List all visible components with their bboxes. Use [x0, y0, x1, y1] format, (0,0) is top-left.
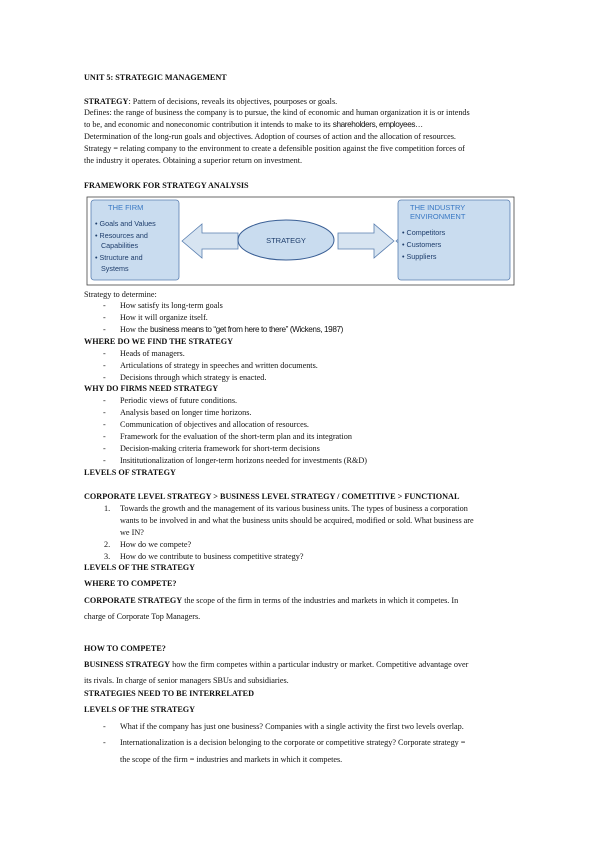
why-item: Framework for the evaluation of the short-term plan and its integration	[120, 432, 352, 441]
determine-item-3-text: How the	[120, 325, 151, 334]
bullet-dash: -	[103, 313, 106, 322]
business-strategy-line-1	[84, 659, 468, 670]
firm-item: Capabilities	[95, 241, 139, 250]
strategy-eq-line-2: the industry it operates. Obtaining a superior return on investment.	[84, 156, 303, 165]
industry-item: • Competitors	[402, 228, 446, 237]
defines-line-2-text: to be, and economic and noneconomic contribution it intends to make to its	[84, 120, 333, 129]
defines-line-2	[84, 119, 423, 130]
defines-line-1: Defines: the range of business the company is to pursue, the kind of economic and human organization it is or intends	[84, 108, 470, 117]
interrelated-title: STRATEGIES NEED TO BE INTERRELATED	[84, 689, 255, 698]
strategy-eq-line-1: Strategy = relating company to the environment to create a defensible position against the five competition forces of	[84, 144, 465, 153]
corporate-strategy-line-2: charge of Corporate Top Managers.	[84, 612, 201, 621]
bullet-dash: -	[103, 325, 106, 334]
numbered-line: we IN?	[120, 528, 144, 537]
business-strategy-text: how the firm competes within a particular industry or market. Competitive advantage over	[170, 660, 469, 669]
strategy-definition	[84, 96, 337, 107]
determine-item-3-quote: business means to “get from here to there” (Wickens, 1987)	[150, 325, 343, 334]
where-item: Decisions through which strategy is enacted.	[120, 373, 267, 382]
where-title: WHERE DO WE FIND THE STRATEGY	[84, 337, 233, 346]
bullet-dash: -	[103, 408, 106, 417]
unit-title: UNIT 5: STRATEGIC MANAGEMENT	[84, 73, 227, 82]
list-number: 2.	[104, 540, 111, 549]
numbered-line: How do we contribute to business competitive strategy?	[120, 552, 304, 561]
industry-item: • Suppliers	[402, 252, 437, 261]
bullet-dash: -	[103, 396, 106, 405]
levels-title-2: LEVELS OF THE STRATEGY	[84, 563, 196, 572]
firm-item: • Resources and	[95, 231, 148, 240]
corporate-level-line: CORPORATE LEVEL STRATEGY > BUSINESS LEVEL STRATEGY / COMETITIVE > FUNCTIONAL	[84, 492, 460, 501]
numbered-line: wants to be involved in and what the business units should be acquired, modified or sold. What business are	[120, 516, 474, 525]
where-item: Articulations of strategy in speeches and written documents.	[120, 361, 318, 370]
determine-item: How it will organize itself.	[120, 313, 208, 322]
bullet-dash: -	[103, 301, 106, 310]
final-item-line: What if the company has just one business? Companies with a single activity the first two levels overlap.	[120, 722, 464, 731]
levels-title: LEVELS OF STRATEGY	[84, 468, 176, 477]
business-strategy-label: BUSINESS STRATEGY	[84, 660, 171, 669]
where-item: Heads of managers.	[120, 349, 185, 358]
bullet-dash: -	[103, 373, 106, 382]
firm-item: Systems	[95, 264, 129, 273]
defines-line-2-narrow: shareholders, employees…	[332, 120, 423, 129]
firm-item: • Goals and Values	[95, 219, 156, 228]
corporate-strategy-line-1	[84, 595, 458, 606]
final-item-line: the scope of the firm = industries and markets in which it competes.	[120, 755, 343, 764]
bullet-dash: -	[103, 349, 106, 358]
corporate-strategy-label: CORPORATE STRATEGY	[84, 596, 183, 605]
business-strategy-line-2: its rivals. In charge of senior managers SBUs and subsidiaries.	[84, 676, 289, 685]
why-item: Communication of objectives and allocation of resources.	[120, 420, 309, 429]
determine-item	[120, 324, 343, 335]
corporate-strategy-text: the scope of the firm in terms of the industries and markets in which it competes. In	[182, 596, 459, 605]
how-compete-title: HOW TO COMPETE?	[84, 644, 166, 653]
final-item-line: Internationalization is a decision belonging to the corporate or competitive strategy? Corporate strategy =	[120, 738, 466, 747]
bullet-dash: -	[103, 420, 106, 429]
bullet-dash: -	[103, 456, 106, 465]
strategy-def-text: : Pattern of decisions, reveals its objectives, pourposes or goals.	[128, 97, 338, 106]
firm-item: • Structure and	[95, 253, 143, 262]
framework-title: FRAMEWORK FOR STRATEGY ANALYSIS	[84, 181, 249, 190]
strategy-center-label: STRATEGY	[266, 236, 306, 245]
why-item: Insititutionalization of longer-term horizons needed for investments (R&D)	[120, 456, 367, 465]
why-item: Analysis based on longer time horizons.	[120, 408, 252, 417]
bullet-dash: -	[103, 361, 106, 370]
list-number: 1.	[104, 504, 111, 513]
determination-line: Determination of the long-run goals and objectives. Adoption of courses of action and the allocation of resources.	[84, 132, 456, 141]
why-item: Decision-making criteria framework for short-term decisions	[120, 444, 320, 453]
levels-title-3: LEVELS OF THE STRATEGY	[84, 705, 196, 714]
bullet-dash: -	[103, 444, 106, 453]
industry-item: • Customers	[402, 240, 442, 249]
industry-title-2: ENVIRONMENT	[410, 212, 466, 221]
bullet-dash: -	[103, 722, 106, 731]
numbered-line: How do we compete?	[120, 540, 192, 549]
strategy-label: STRATEGY	[84, 97, 129, 106]
bullet-dash: -	[103, 738, 106, 747]
why-item: Periodic views of future conditions.	[120, 396, 238, 405]
firm-title: THE FIRM	[108, 203, 144, 212]
list-number: 3.	[104, 552, 111, 561]
where-compete-title: WHERE TO COMPETE?	[84, 579, 177, 588]
numbered-line: Towards the growth and the management of its various business units. The types of business a corporation	[120, 504, 468, 513]
why-title: WHY DO FIRMS NEED STRATEGY	[84, 384, 219, 393]
bullet-dash: -	[103, 432, 106, 441]
strategy-framework-diagram	[86, 196, 515, 286]
industry-title-1: THE INDUSTRY	[410, 203, 466, 212]
determine-label: Strategy to determine:	[84, 290, 157, 299]
determine-item: How satisfy its long-term goals	[120, 301, 223, 310]
